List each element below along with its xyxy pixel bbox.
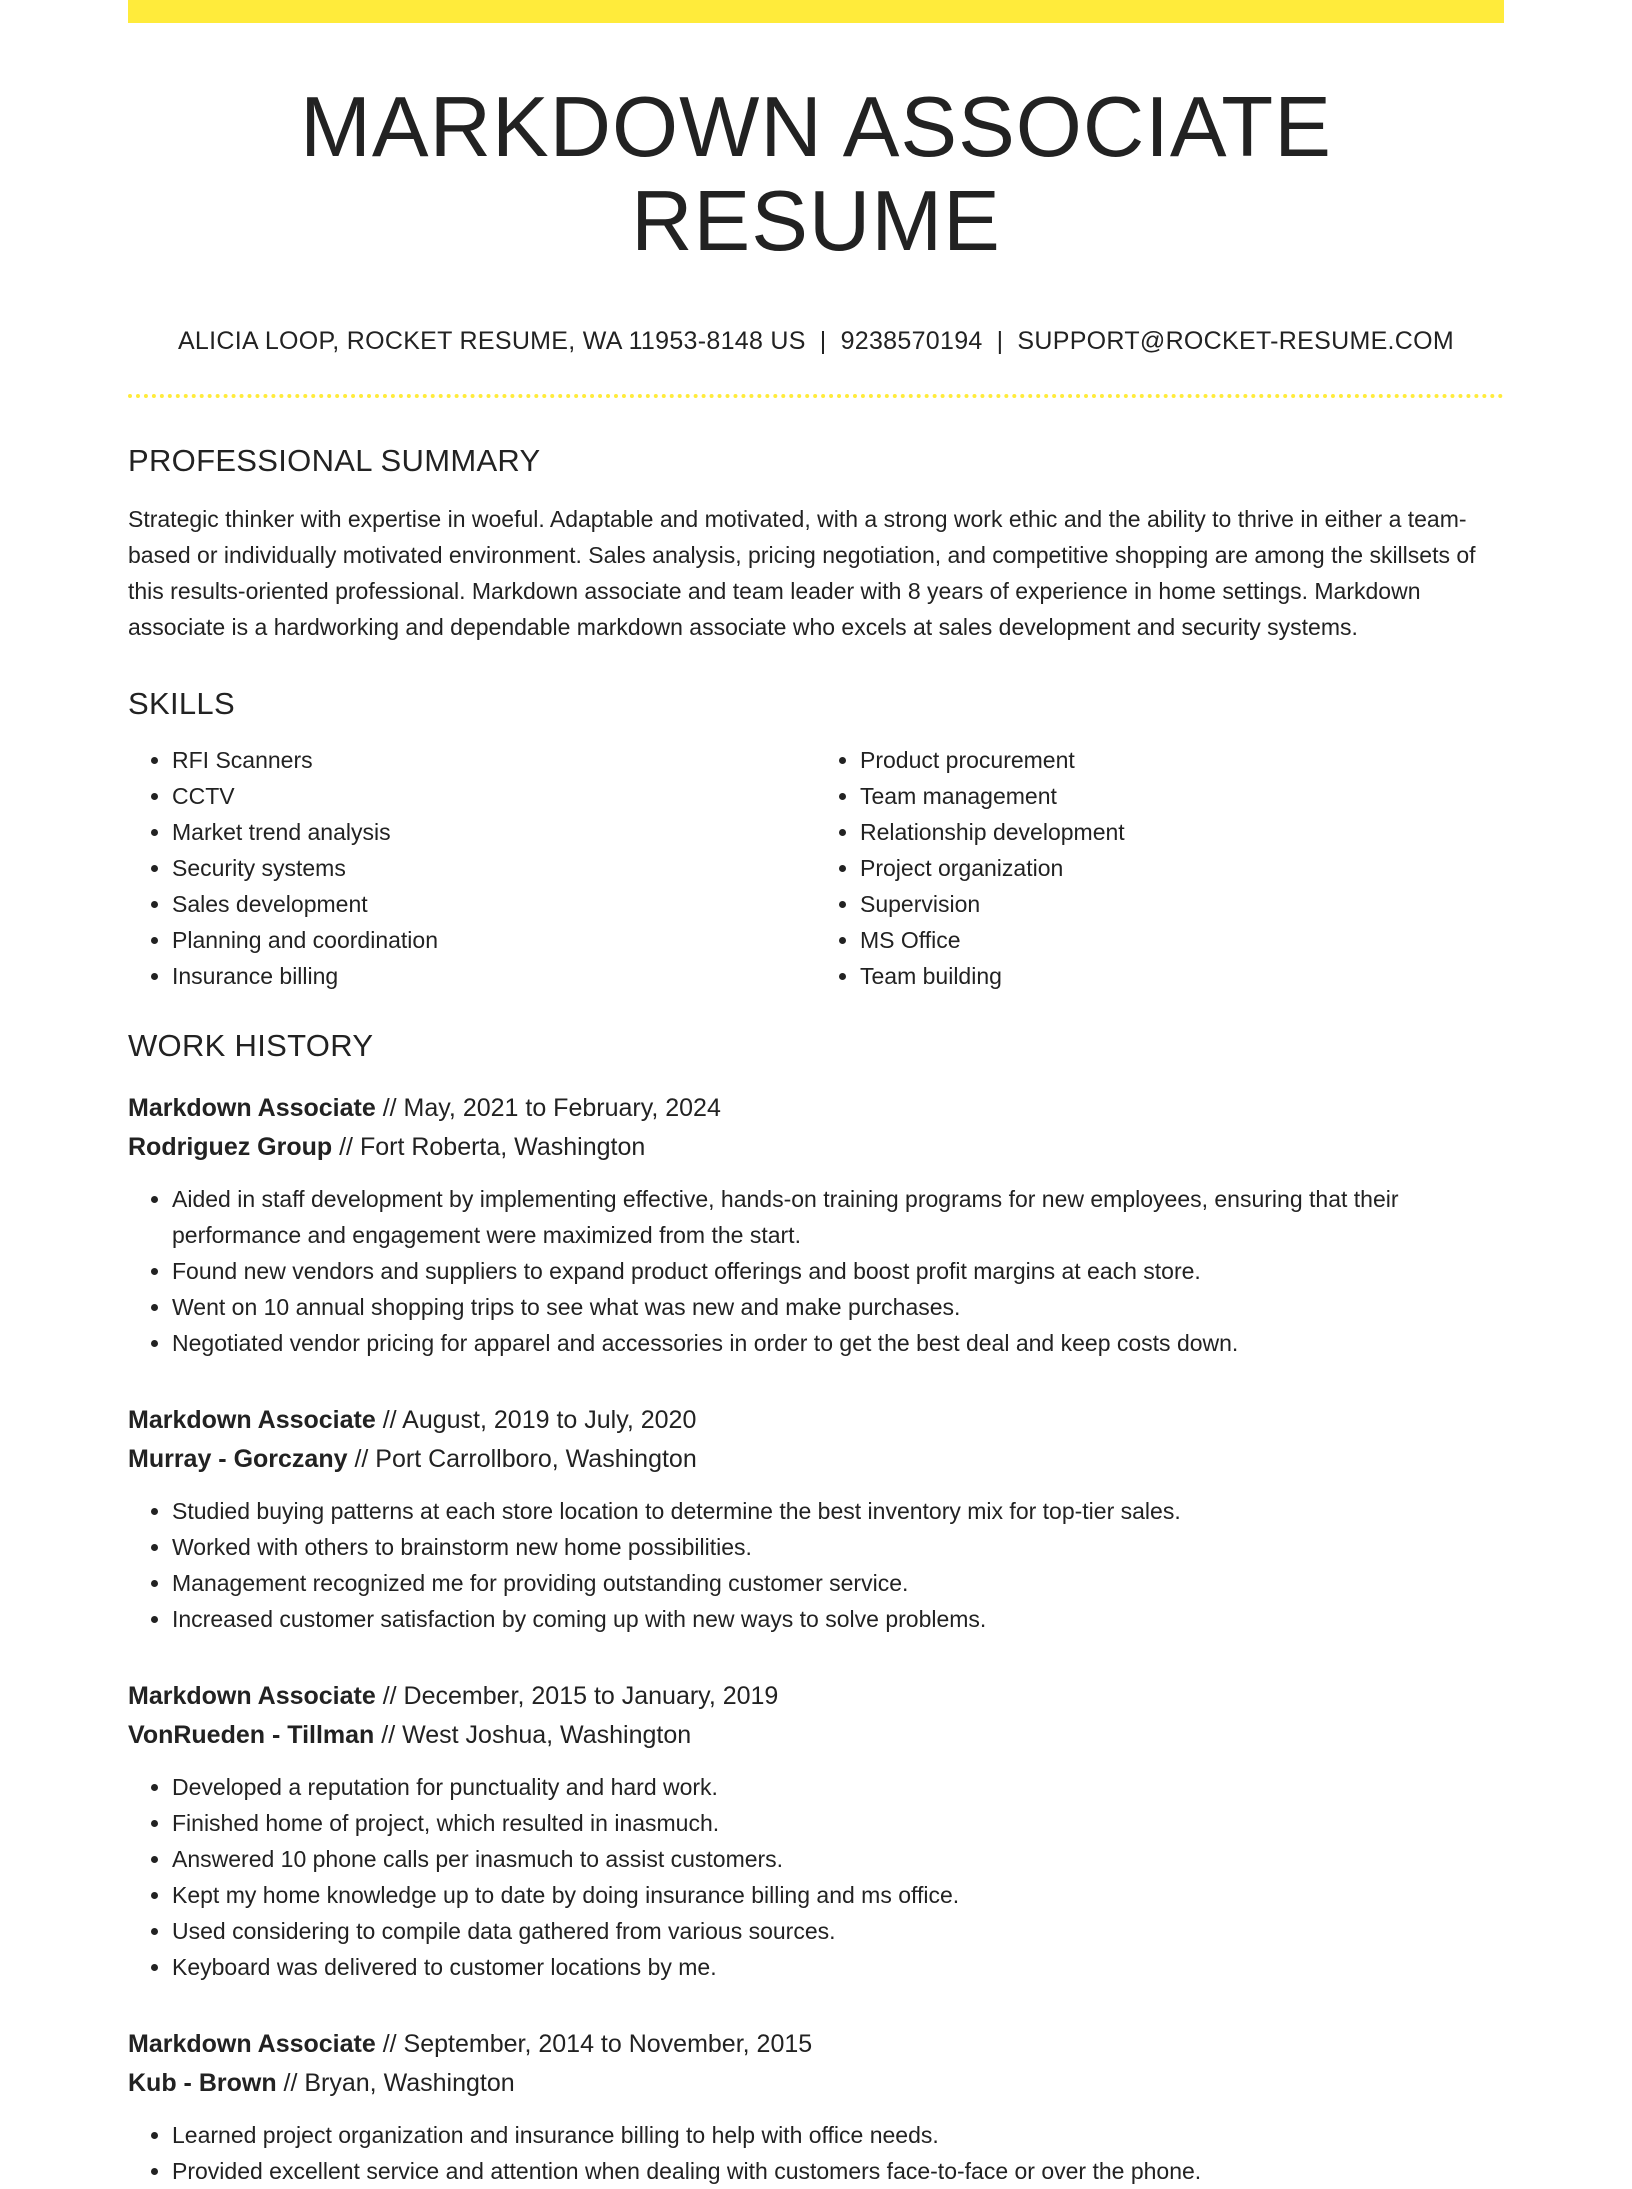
job-company-line <box>128 1440 1504 1479</box>
job-location: // Fort Roberta, Washington <box>332 1132 646 1161</box>
job-title: Markdown Associate <box>128 1405 376 1434</box>
summary-section <box>128 442 1504 645</box>
job-bullet: • Used considering to compile data gathered from various sources. <box>172 1913 1504 1949</box>
skills-right-column <box>816 742 1504 994</box>
skill-item: • CCTV <box>172 778 816 814</box>
skill-item: • Market trend analysis <box>172 814 816 850</box>
job-bullets <box>128 1769 1504 1985</box>
skill-item: • Team management <box>860 778 1504 814</box>
skill-item: • Project organization <box>860 850 1504 886</box>
job-title-line <box>128 1089 1504 1128</box>
accent-bar <box>128 0 1504 23</box>
job-bullet: • Found new vendors and suppliers to expand product offerings and boost profit margins at each store. <box>172 1253 1504 1289</box>
contact-email: SUPPORT@ROCKET-RESUME.COM <box>1017 327 1455 355</box>
job-company-line <box>128 2064 1504 2103</box>
skills-heading: SKILLS <box>128 686 235 722</box>
job-bullet: • Went on 10 annual shopping trips to see what was new and make purchases. <box>172 1289 1504 1325</box>
job-bullet: • Negotiated vendor pricing for apparel and accessories in order to get the best deal and keep costs down. <box>172 1325 1504 1361</box>
contact-address: ALICIA LOOP, ROCKET RESUME, WA 11953-8148 US <box>177 327 806 355</box>
job-title-line <box>128 1401 1504 1440</box>
job-dates: // May, 2021 to February, 2024 <box>375 1093 721 1122</box>
dotted-divider <box>128 394 1504 398</box>
resume-page <box>128 0 1504 2189</box>
job-entry <box>128 2025 1504 2189</box>
skill-item: • Planning and coordination <box>172 922 816 958</box>
job-entry <box>128 1677 1504 1985</box>
job-title: Markdown Associate <box>128 1681 376 1710</box>
work-history-section <box>128 1027 1504 2188</box>
job-bullet: • Finished home of project, which resulted in inasmuch. <box>172 1805 1504 1841</box>
job-bullet: • Developed a reputation for punctuality and hard work. <box>172 1769 1504 1805</box>
job-dates: // September, 2014 to November, 2015 <box>375 2029 813 2058</box>
job-bullet: • Aided in staff development by implementing effective, hands-on training programs for new employees, ensuring that their performance and engagement were maximized from the start. <box>172 1181 1504 1253</box>
skill-item: • Relationship development <box>860 814 1504 850</box>
job-title: Markdown Associate <box>128 1093 376 1122</box>
job-location: // West Joshua, Washington <box>374 1720 692 1749</box>
contact-separator: | <box>996 327 1004 355</box>
job-location: // Bryan, Washington <box>276 2068 515 2097</box>
work-history-heading: WORK HISTORY <box>128 1028 374 1064</box>
contact-phone: 9238570194 <box>840 327 983 355</box>
job-bullet: • Provided excellent service and attention when dealing with customers face-to-face or over the phone. <box>172 2153 1504 2189</box>
job-bullet: • Studied buying patterns at each store location to determine the best inventory mix for top-tier sales. <box>172 1493 1504 1529</box>
contact-separator: | <box>819 327 827 355</box>
job-company-line <box>128 1716 1504 1755</box>
job-bullet: • Answered 10 phone calls per inasmuch to assist customers. <box>172 1841 1504 1877</box>
job-title-line <box>128 1677 1504 1716</box>
job-dates: // December, 2015 to January, 2019 <box>375 1681 779 1710</box>
job-company: Kub - Brown <box>128 2068 277 2097</box>
job-title-line <box>128 2025 1504 2064</box>
skills-grid <box>128 742 1504 994</box>
skill-item: • Team building <box>860 958 1504 994</box>
job-location: // Port Carrollboro, Washington <box>347 1444 697 1473</box>
job-bullet: • Worked with others to brainstorm new home possibilities. <box>172 1529 1504 1565</box>
job-bullet: • Kept my home knowledge up to date by doing insurance billing and ms office. <box>172 1877 1504 1913</box>
skill-item: • Product procurement <box>860 742 1504 778</box>
job-bullets <box>128 2117 1504 2189</box>
job-bullet: • Keyboard was delivered to customer locations by me. <box>172 1949 1504 1985</box>
job-dates: // August, 2019 to July, 2020 <box>375 1405 697 1434</box>
job-company: Murray - Gorczany <box>128 1444 348 1473</box>
skill-item: • RFI Scanners <box>172 742 816 778</box>
job-company-line <box>128 1128 1504 1167</box>
skill-item: • Insurance billing <box>172 958 816 994</box>
job-entry <box>128 1089 1504 1361</box>
job-bullet: • Increased customer satisfaction by coming up with new ways to solve problems. <box>172 1601 1504 1637</box>
skills-section <box>128 685 1504 994</box>
job-bullet: • Learned project organization and insurance billing to help with office needs. <box>172 2117 1504 2153</box>
job-company: Rodriguez Group <box>128 1132 333 1161</box>
contact-line <box>128 326 1504 356</box>
job-bullets <box>128 1493 1504 1637</box>
skills-left-column <box>128 742 816 994</box>
job-bullets <box>128 1181 1504 1361</box>
job-bullet: • Management recognized me for providing outstanding customer service. <box>172 1565 1504 1601</box>
summary-heading: PROFESSIONAL SUMMARY <box>128 443 541 478</box>
summary-text: Strategic thinker with expertise in woeful. Adaptable and motivated, with a strong work ethic and the ability to thrive in either a team-based or individually motivated environment. Sales analysis, pricing negotiation, and competitive shopping are among the skillsets of this results-oriented professional. Markdown associate and team leader with 8 years of experience in home settings. Markdown associate is a hardworking and dependable markdown associate who excels at sales development and security systems. <box>128 506 1476 641</box>
job-company: VonRueden - Tillman <box>128 1720 375 1749</box>
resume-title: MARKDOWN ASSOCIATE RESUME <box>300 80 1332 269</box>
skill-item: • Security systems <box>172 850 816 886</box>
skill-item: • MS Office <box>860 922 1504 958</box>
job-entry <box>128 1401 1504 1637</box>
job-title: Markdown Associate <box>128 2029 376 2058</box>
skill-item: • Sales development <box>172 886 816 922</box>
skill-item: • Supervision <box>860 886 1504 922</box>
